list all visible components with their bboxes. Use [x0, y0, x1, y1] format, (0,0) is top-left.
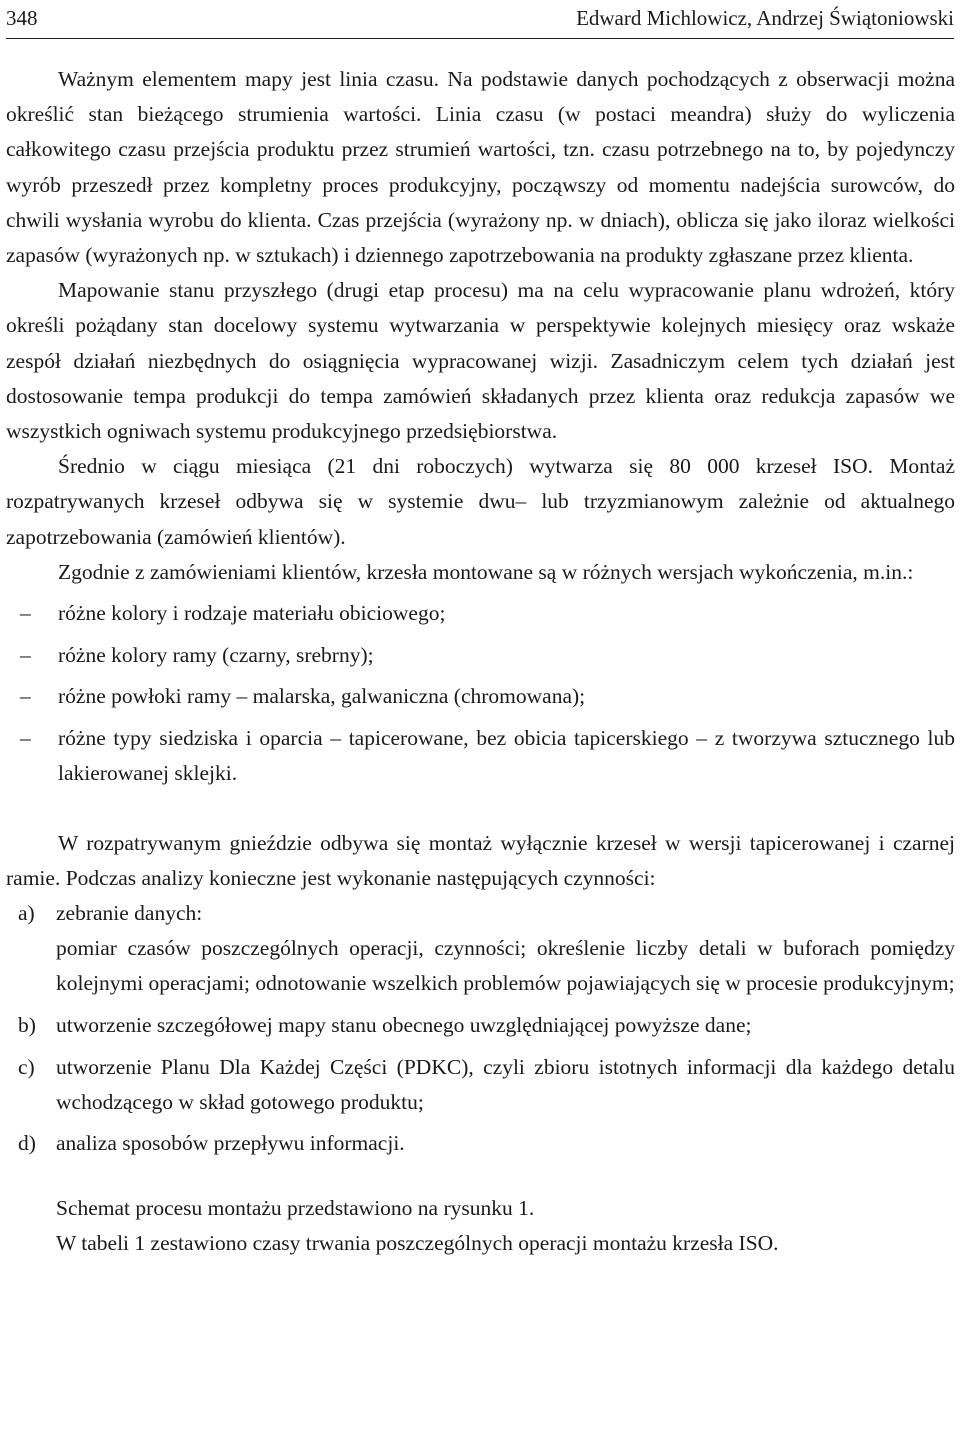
- paragraph-variants-intro: Zgodnie z zamówieniami klientów, krzesła montowane są w różnych wersjach wykończenia, m.in.:: [58, 559, 914, 584]
- page-number: 348: [6, 6, 38, 30]
- step-text: analiza sposobów przepływu informacji.: [56, 1131, 405, 1156]
- list-item: [6, 679, 955, 714]
- paragraph-time-line: Ważnym elementem mapy jest linia czasu. Na podstawie danych pochodzących z obserwacji można określić stan bieżącego strumienia wartości. Linia czasu (w postaci meandra) służy do wyliczenia całkowitego czasu przejścia produktu przez strumień wartości, tzn. czasu potrzebnego na to, by pojedynczy wyrób przeszedł przez kompletny proces produkcyjny, począwszy od momentu nadejścia surowców, do chwili wysłania wyrobu do klienta. Czas przejścia (wyrażony np. w dniach), oblicza się jako iloraz wielkości zapasów (wyrażonych np. w sztukach) i dziennego zapotrzebowania na produkty zgłaszane przez klienta.: [6, 67, 955, 268]
- paragraph-future-state: Mapowanie stanu przyszłego (drugi etap procesu) ma na celu wypracowanie planu wdrożeń, który określi pożądany stan docelowy systemu wytwarzania w perspektywie kolejnych miesięcy oraz wskaże zespół działań niezbędnych do osiągnięcia wypracowanej wizji. Zasadniczym celem tych działań jest dostosowanie tempa produkcji do tempa zamówień składanych przez klienta oraz redukcja zapasów we wszystkich ogniwach systemu produkcyjnego przedsiębiorstwa.: [6, 278, 955, 444]
- dash-marker: –: [20, 684, 31, 709]
- running-head-authors: Edward Michlowicz, Andrzej Świątoniowski: [576, 6, 954, 30]
- step-marker: d): [18, 1131, 36, 1156]
- list-item-text: różne typy siedziska i oparcia – tapicerowane, bez obicia tapicerskiego – z tworzywa sztucznego lub lakierowanej sklejki.: [58, 725, 955, 786]
- list-item-text: różne kolory i rodzaje materiału obiciowego;: [58, 601, 446, 626]
- paragraph-analysis-intro: W rozpatrywanym gnieździe odbywa się montaż wyłącznie krzeseł w wersji tapicerowanej i czarnej ramie. Podczas analizy konieczne jest wykonanie następujących czynności:: [6, 830, 955, 890]
- step-text: zebranie danych:: [56, 901, 203, 926]
- dash-marker: –: [20, 725, 31, 750]
- page-body: [6, 62, 955, 1261]
- step-text: utworzenie Planu Dla Każdej Części (PDKC), czyli zbioru istotnych informacji dla każdego detalu wchodzącego w skład gotowego produktu;: [56, 1054, 955, 1114]
- dash-marker: –: [20, 642, 31, 667]
- variants-list: [6, 596, 955, 791]
- list-item-text: różne powłoki ramy – malarska, galwaniczna (chromowana);: [58, 684, 586, 709]
- list-item: [6, 596, 955, 631]
- step-marker: c): [18, 1054, 35, 1079]
- list-item: [6, 896, 955, 1002]
- step-marker: b): [18, 1013, 36, 1038]
- paragraph-figure-reference: Schemat procesu montażu przedstawiono na rysunku 1.: [56, 1195, 535, 1220]
- dash-marker: –: [20, 601, 31, 626]
- list-item: [6, 1126, 955, 1161]
- list-item: [6, 1050, 955, 1120]
- step-marker: a): [18, 901, 35, 926]
- list-item: [6, 1008, 955, 1043]
- step-detail: pomiar czasów poszczególnych operacji, czynności; określenie liczby detali w buforach pomiędzy kolejnymi operacjami; odnotowanie wszelkich problemów pojawiających się w procesie produkcyjnym;: [56, 936, 955, 996]
- list-item: [6, 721, 955, 791]
- paragraph-table-reference: W tabeli 1 zestawiono czasy trwania poszczególnych operacji montażu krzesła ISO.: [56, 1230, 779, 1255]
- step-text: utworzenie szczegółowej mapy stanu obecnego uwzględniającej powyższe dane;: [56, 1013, 752, 1038]
- list-item: [6, 638, 955, 673]
- closing-section: [6, 1191, 955, 1261]
- paragraph-production-volume: Średnio w ciągu miesiąca (21 dni roboczych) wytwarza się 80 000 krzeseł ISO. Montaż rozpatrywanych krzeseł odbywa się w systemie dwu– lub trzyzmianowym zależnie od aktualnego zapotrzebowania (zamówień klientów).: [6, 454, 955, 549]
- section-gap: [6, 798, 955, 826]
- analysis-steps-list: [6, 896, 955, 1162]
- running-header: [6, 4, 954, 39]
- list-item-text: różne kolory ramy (czarny, srebrny);: [58, 642, 374, 667]
